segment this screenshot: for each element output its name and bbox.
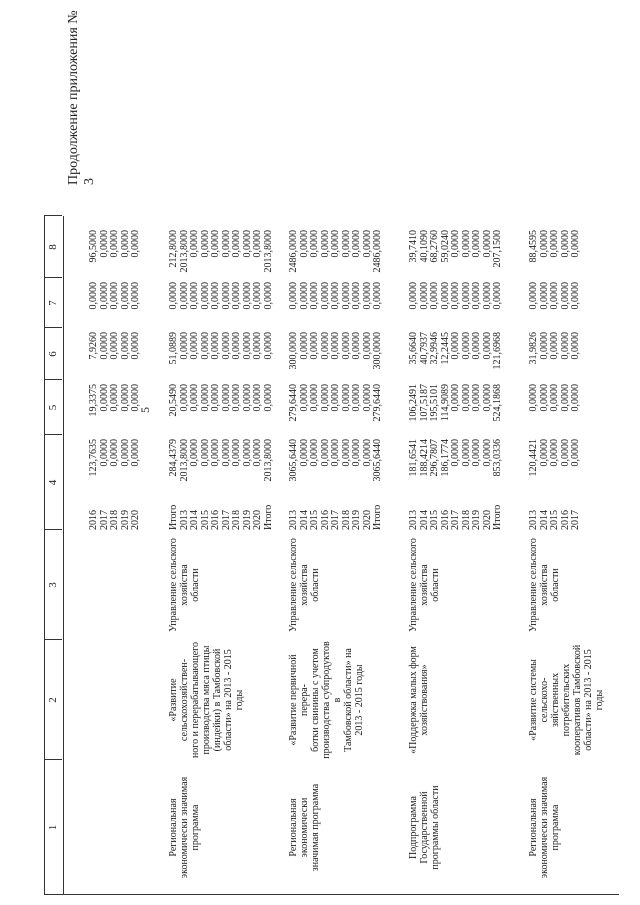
value-cell: 106,2491	[408, 384, 419, 422]
year-cell: 2017	[330, 510, 341, 530]
value-cell: 0,0000	[372, 282, 383, 310]
value-cell: 0,0000	[439, 282, 451, 310]
value-cell: 0,0000	[361, 230, 373, 258]
year-cell: 2017	[98, 510, 110, 530]
value-cell: 0,0000	[298, 439, 310, 467]
value-cell: 2486,0000	[288, 230, 299, 273]
value-cell: 31,9826	[528, 332, 539, 365]
value-cell: 0,0000	[549, 384, 560, 412]
value-cell: 0,0000	[570, 230, 581, 258]
year-cell: 2018	[460, 510, 472, 530]
year-cell: 2013	[288, 510, 299, 530]
value-cell: 59,0240	[439, 230, 451, 263]
program-name-cell: «Развитие первичной перера- ботки свинины с учетом производства субпродуктов в Тамбовской области» на 2013 - 2015 годы	[288, 641, 365, 759]
value-cell: 0,0000	[340, 282, 352, 310]
value-cell: 0,0000	[570, 332, 581, 360]
value-cell: 0,0000	[231, 230, 242, 258]
value-cell: 0,0000	[231, 439, 242, 467]
value-cell: 300,0000	[288, 332, 299, 370]
value-cell: 0,0000	[231, 384, 242, 412]
value-cell: 0,0000	[450, 230, 461, 258]
value-cell: 0,0000	[130, 282, 141, 310]
value-cell: 0,0000	[241, 282, 253, 310]
value-cell: 0,0000	[199, 282, 211, 310]
value-cell: 0,0000	[471, 332, 482, 360]
value-cell: 0,0000	[361, 282, 373, 310]
value-cell: 0,0000	[119, 439, 131, 467]
value-cell: 0,0000	[538, 230, 550, 258]
program-name-cell: «Развитие сельскохозяйствен- ного и перерабатывающего производства мяса птицы (индейки) в Тамбовской области» на 2013 - 2015 годы	[168, 641, 245, 759]
value-cell: 0,0000	[220, 384, 232, 412]
year-cell: 2019	[351, 510, 362, 530]
year-cell: 2013	[408, 510, 419, 530]
program-type-cell: Региональная экономически значимая программа	[288, 783, 321, 872]
value-cell: 0,0000	[199, 332, 211, 360]
year-cell: 2014	[418, 510, 430, 530]
value-cell: 0,0000	[361, 384, 373, 412]
value-cell: 0,0000	[460, 439, 472, 467]
value-cell: 0,0000	[340, 439, 352, 467]
value-cell: 0,0000	[309, 439, 320, 467]
value-cell: 0,0000	[319, 282, 331, 310]
value-cell: 68,2760	[429, 230, 440, 263]
header-cell: 5	[44, 379, 62, 435]
value-cell: 0,0000	[220, 230, 232, 258]
value-cell: 0,0000	[109, 384, 120, 412]
value-cell: 0,0000	[481, 439, 493, 467]
value-cell: 2013,8000	[262, 439, 274, 482]
value-cell: 0,0000	[340, 230, 352, 258]
year-cell: 2015	[429, 510, 440, 530]
value-cell: 0,0000	[119, 332, 131, 360]
value-cell: 35,6640	[408, 332, 419, 365]
value-cell: 0,0000	[220, 439, 232, 467]
value-cell: 12,2445	[439, 332, 451, 365]
value-cell: 0,0000	[481, 332, 493, 360]
value-cell: 0,0000	[199, 384, 211, 412]
value-cell: 0,0000	[252, 384, 263, 412]
value-cell: 0,0000	[231, 332, 242, 360]
value-cell: 0,0000	[351, 282, 362, 310]
value-cell: 7,9260	[88, 332, 99, 360]
value-cell: 0,0000	[351, 439, 362, 467]
value-cell: 0,0000	[538, 384, 550, 412]
value-cell: 0,0000	[109, 332, 120, 360]
year-cell: 2016	[210, 510, 221, 530]
value-cell: 0,0000	[549, 282, 560, 310]
value-cell: 0,0000	[471, 439, 482, 467]
value-cell: 0,0000	[109, 282, 120, 310]
value-cell: 195,5101	[429, 384, 440, 422]
value-cell: 0,0000	[309, 384, 320, 412]
value-cell: 186,1774	[439, 439, 451, 477]
value-cell: 121,6968	[492, 332, 503, 370]
value-cell: 0,0000	[450, 282, 461, 310]
value-cell: 0,0000	[559, 332, 571, 360]
value-cell: 2013,8000	[178, 439, 190, 482]
value-cell: 0,0000	[361, 332, 373, 360]
value-cell: 0,0000	[130, 230, 141, 258]
year-cell: 2015	[199, 510, 211, 530]
value-cell: 0,0000	[298, 384, 310, 412]
value-cell: 0,0000	[460, 384, 472, 412]
year-cell: 2014	[538, 510, 550, 530]
header-cell: 1	[44, 759, 62, 895]
year-cell: Итого	[492, 504, 503, 530]
value-cell: 0,0000	[330, 439, 341, 467]
year-cell: 2016	[439, 510, 451, 530]
value-cell: 0,0000	[98, 384, 110, 412]
value-cell: 0,0000	[130, 439, 141, 467]
program-name-cell: «Поддержка малых форм хозяйствования»	[408, 646, 430, 754]
value-cell: 0,0000	[570, 439, 581, 467]
value-cell: 0,0000	[178, 384, 190, 412]
year-cell: 2019	[471, 510, 482, 530]
value-cell: 0,0000	[460, 282, 472, 310]
value-cell: 0,0000	[119, 230, 131, 258]
value-cell: 279,6440	[372, 384, 383, 422]
responsible-cell: Управление сельского хозяйства области	[168, 538, 201, 632]
value-cell: 0,0000	[252, 439, 263, 467]
value-cell: 0,0000	[549, 230, 560, 258]
value-cell: 0,0000	[220, 282, 232, 310]
value-cell: 0,0000	[559, 230, 571, 258]
value-cell: 0,0000	[549, 332, 560, 360]
value-cell: 0,0000	[471, 384, 482, 412]
value-cell: 524,1868	[492, 384, 503, 422]
value-cell: 0,0000	[189, 439, 200, 467]
value-cell: 0,0000	[262, 282, 274, 310]
value-cell: 207,1500	[492, 230, 503, 268]
value-cell: 0,0000	[88, 282, 99, 310]
year-cell: 2017	[570, 510, 581, 530]
value-cell: 0,0000	[528, 384, 539, 412]
value-cell: 0,0000	[178, 332, 190, 360]
header-cell: 4	[44, 434, 62, 530]
value-cell: 0,0000	[492, 282, 503, 310]
value-cell: 279,6440	[288, 384, 299, 422]
value-cell: 0,0000	[220, 332, 232, 360]
value-cell: 0,0000	[241, 332, 253, 360]
value-cell: 0,0000	[130, 384, 141, 412]
value-cell: 0,0000	[570, 282, 581, 310]
page-number: 5	[138, 407, 152, 413]
value-cell: 0,0000	[199, 230, 211, 258]
value-cell: 0,0000	[471, 282, 482, 310]
value-cell: 2486,0000	[372, 230, 383, 273]
value-cell: 0,0000	[262, 332, 274, 360]
value-cell: 0,0000	[538, 332, 550, 360]
value-cell: 0,0000	[418, 282, 430, 310]
value-cell: 300,0000	[372, 332, 383, 370]
value-cell: 0,0000	[210, 332, 221, 360]
value-cell: 0,0000	[351, 230, 362, 258]
value-cell: 0,0000	[288, 282, 299, 310]
year-cell: 2019	[241, 510, 253, 530]
value-cell: 2013,8000	[178, 230, 190, 273]
year-cell: 2015	[309, 510, 320, 530]
value-cell: 0,0000	[189, 384, 200, 412]
value-cell: 107,5187	[418, 384, 430, 422]
program-type-cell: Региональная экономически значимая программа	[528, 776, 561, 879]
year-cell: 2017	[450, 510, 461, 530]
value-cell: 0,0000	[98, 439, 110, 467]
value-cell: 0,0000	[231, 282, 242, 310]
value-cell: 0,0000	[340, 332, 352, 360]
value-cell: 0,0000	[109, 230, 120, 258]
value-cell: 0,0000	[528, 282, 539, 310]
year-cell: 2015	[549, 510, 560, 530]
value-cell: 0,0000	[481, 384, 493, 412]
appendix-caption: Продолжение приложения № 3	[66, 10, 97, 185]
year-cell: 2014	[189, 510, 200, 530]
value-cell: 0,0000	[429, 282, 440, 310]
value-cell: 0,0000	[210, 230, 221, 258]
value-cell: 0,0000	[309, 332, 320, 360]
value-cell: 0,0000	[559, 282, 571, 310]
value-cell: 181,6541	[408, 439, 419, 477]
header-cell: 8	[44, 215, 62, 278]
value-cell: 0,0000	[319, 384, 331, 412]
year-cell: 2020	[481, 510, 493, 530]
value-cell: 0,0000	[351, 332, 362, 360]
header-cell: 7	[44, 277, 62, 328]
value-cell: 284,4379	[168, 439, 179, 477]
year-cell: 2020	[252, 510, 263, 530]
value-cell: 0,0000	[241, 384, 253, 412]
value-cell: 3065,6440	[372, 439, 383, 482]
year-cell: 2017	[220, 510, 232, 530]
value-cell: 0,0000	[189, 332, 200, 360]
value-cell: 0,0000	[450, 439, 461, 467]
value-cell: 0,0000	[330, 230, 341, 258]
value-cell: 0,0000	[252, 332, 263, 360]
value-cell: 32,9946	[429, 332, 440, 365]
value-cell: 96,5000	[88, 230, 99, 263]
responsible-cell: Управление сельского хозяйства области	[288, 538, 321, 632]
value-cell: 0,0000	[450, 332, 461, 360]
value-cell: 0,0000	[570, 384, 581, 412]
value-cell: 3065,6440	[288, 439, 299, 482]
value-cell: 0,0000	[98, 282, 110, 310]
value-cell: 0,0000	[130, 332, 141, 360]
value-cell: 0,0000	[361, 439, 373, 467]
value-cell: 0,0000	[330, 384, 341, 412]
value-cell: 0,0000	[481, 230, 493, 258]
value-cell: 0,0000	[189, 230, 200, 258]
program-type-cell: Подпрограмма Государственной программы области	[408, 785, 441, 870]
value-cell: 0,0000	[330, 332, 341, 360]
value-cell: 20,5490	[168, 384, 179, 417]
value-cell: 120,4421	[528, 439, 539, 477]
value-cell: 296,7807	[429, 439, 440, 477]
value-cell: 0,0000	[119, 384, 131, 412]
value-cell: 0,0000	[309, 282, 320, 310]
value-cell: 0,0000	[210, 439, 221, 467]
header-cell: 3	[44, 529, 62, 640]
responsible-cell: Управление сельского хозяйства области	[528, 538, 561, 632]
value-cell: 0,0000	[460, 332, 472, 360]
value-cell: 0,0000	[538, 439, 550, 467]
value-cell: 0,0000	[210, 384, 221, 412]
value-cell: 0,0000	[241, 439, 253, 467]
value-cell: 0,0000	[408, 282, 419, 310]
value-cell: 0,0000	[330, 282, 341, 310]
value-cell: 0,0000	[351, 384, 362, 412]
year-cell: 2016	[88, 510, 99, 530]
value-cell: 0,0000	[189, 282, 200, 310]
program-name-cell: «Развитие системы сельскохо- зяйственных потребительских кооперативов Тамбовской области» на 2013 - 2015 годы	[528, 644, 605, 756]
value-cell: 0,0000	[319, 439, 331, 467]
value-cell: 40,1090	[418, 230, 430, 263]
year-cell: 2016	[559, 510, 571, 530]
year-cell: 2018	[109, 510, 120, 530]
year-cell: 2018	[340, 510, 352, 530]
value-cell: 853,0336	[492, 439, 503, 477]
year-cell: 2020	[130, 510, 141, 530]
year-cell: Итого	[372, 504, 383, 530]
value-cell: 0,0000	[98, 332, 110, 360]
value-cell: 0,0000	[241, 230, 253, 258]
value-cell: 212,8000	[168, 230, 179, 268]
year-cell: Итого	[262, 504, 274, 530]
value-cell: 0,0000	[298, 282, 310, 310]
value-cell: 0,0000	[450, 384, 461, 412]
year-cell: 2020	[361, 510, 373, 530]
responsible-cell: Управление сельского хозяйства области	[408, 538, 441, 632]
value-cell: 0,0000	[309, 230, 320, 258]
value-cell: 0,0000	[319, 332, 331, 360]
year-cell: 2014	[298, 510, 310, 530]
value-cell: 123,7635	[88, 439, 99, 477]
value-cell: 0,0000	[252, 282, 263, 310]
value-cell: 0,0000	[319, 230, 331, 258]
value-cell: 0,0000	[340, 384, 352, 412]
value-cell: 0,0000	[481, 282, 493, 310]
value-cell: 0,0000	[262, 384, 274, 412]
value-cell: 0,0000	[298, 332, 310, 360]
value-cell: 114,9089	[439, 384, 451, 422]
value-cell: 0,0000	[109, 439, 120, 467]
value-cell: 0,0000	[298, 230, 310, 258]
year-cell: Итого	[168, 504, 179, 530]
value-cell: 0,0000	[168, 282, 179, 310]
value-cell: 0,0000	[559, 384, 571, 412]
value-cell: 0,0000	[119, 282, 131, 310]
header-cell: 6	[44, 327, 62, 380]
value-cell: 0,0000	[559, 439, 571, 467]
year-cell: 2016	[319, 510, 331, 530]
value-cell: 0,0000	[460, 230, 472, 258]
value-cell: 0,0000	[178, 282, 190, 310]
value-cell: 0,0000	[471, 230, 482, 258]
value-cell: 51,0889	[168, 332, 179, 365]
value-cell: 19,3375	[88, 384, 99, 417]
header-cell: 2	[44, 639, 62, 760]
value-cell: 40,7937	[418, 332, 430, 365]
value-cell: 88,4595	[528, 230, 539, 263]
value-cell: 0,0000	[98, 230, 110, 258]
value-cell: 0,0000	[252, 230, 263, 258]
year-cell: 2018	[231, 510, 242, 530]
value-cell: 0,0000	[199, 439, 211, 467]
value-cell: 2013,8000	[262, 230, 274, 273]
value-cell: 0,0000	[549, 439, 560, 467]
value-cell: 0,0000	[210, 282, 221, 310]
value-cell: 39,7410	[408, 230, 419, 263]
year-cell: 2013	[178, 510, 190, 530]
year-cell: 2019	[119, 510, 131, 530]
value-cell: 0,0000	[538, 282, 550, 310]
year-cell: 2013	[528, 510, 539, 530]
program-type-cell: Региональная экономически значимая программа	[168, 776, 201, 879]
value-cell: 188,4214	[418, 439, 430, 477]
